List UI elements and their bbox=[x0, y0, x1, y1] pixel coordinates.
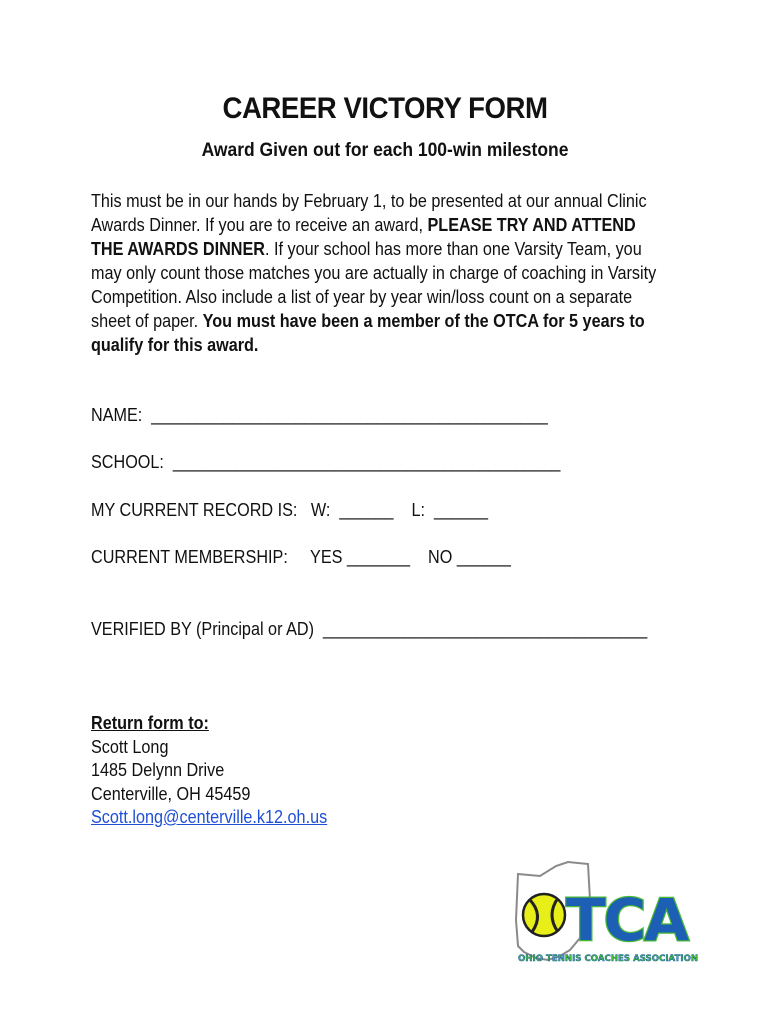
intro-bold-1: PLEASE TRY AND ATTEND THE AWARDS DINNER bbox=[91, 215, 636, 259]
return-name: Scott Long bbox=[91, 736, 169, 757]
return-city: Centerville, OH 45459 bbox=[91, 783, 251, 804]
email-link[interactable]: Scott.long@centerville.k12.oh.us bbox=[91, 807, 328, 827]
verified-by-field[interactable]: VERIFIED BY (Principal or AD) ____________________________________ bbox=[91, 619, 648, 639]
form-subtitle: Award Given out for each 100-win milestone bbox=[201, 140, 569, 161]
intro-text-2: . If your school has more than one Varsity Team, you may only count those matches you are actually in charge of coaching in Varsity Competition. Also include a list of year by year win/loss count on a separate sheet of paper. bbox=[91, 239, 657, 331]
return-heading: Return form to: bbox=[91, 713, 209, 733]
return-street: 1485 Delynn Drive bbox=[91, 760, 225, 780]
intro-bold-2: You must have been a member of the OTCA for 5 years to qualify for this award. bbox=[91, 311, 645, 355]
return-address bbox=[91, 712, 327, 830]
form-title: CAREER VICTORY FORM bbox=[222, 92, 548, 125]
logo-tagline: OHIO TENNIS COACHES ASSOCIATION bbox=[518, 954, 699, 964]
name-field[interactable]: NAME: ____________________________________________ bbox=[91, 405, 548, 425]
membership-field[interactable]: CURRENT MEMBERSHIP: YES _______ NO ______ bbox=[91, 547, 511, 567]
intro-text-1: This must be in our hands by February 1, to be presented at our annual Clinic Awards Dinner. If you are to receive an award, bbox=[91, 191, 647, 235]
tennis-ball-icon bbox=[523, 894, 565, 936]
record-field[interactable]: MY CURRENT RECORD IS: W: ______ L: ______ bbox=[91, 500, 489, 520]
logo-letters: TCA bbox=[566, 886, 688, 954]
intro-paragraph bbox=[91, 189, 667, 357]
otca-logo bbox=[510, 860, 715, 970]
school-field[interactable]: SCHOOL: ___________________________________________ bbox=[91, 452, 561, 472]
